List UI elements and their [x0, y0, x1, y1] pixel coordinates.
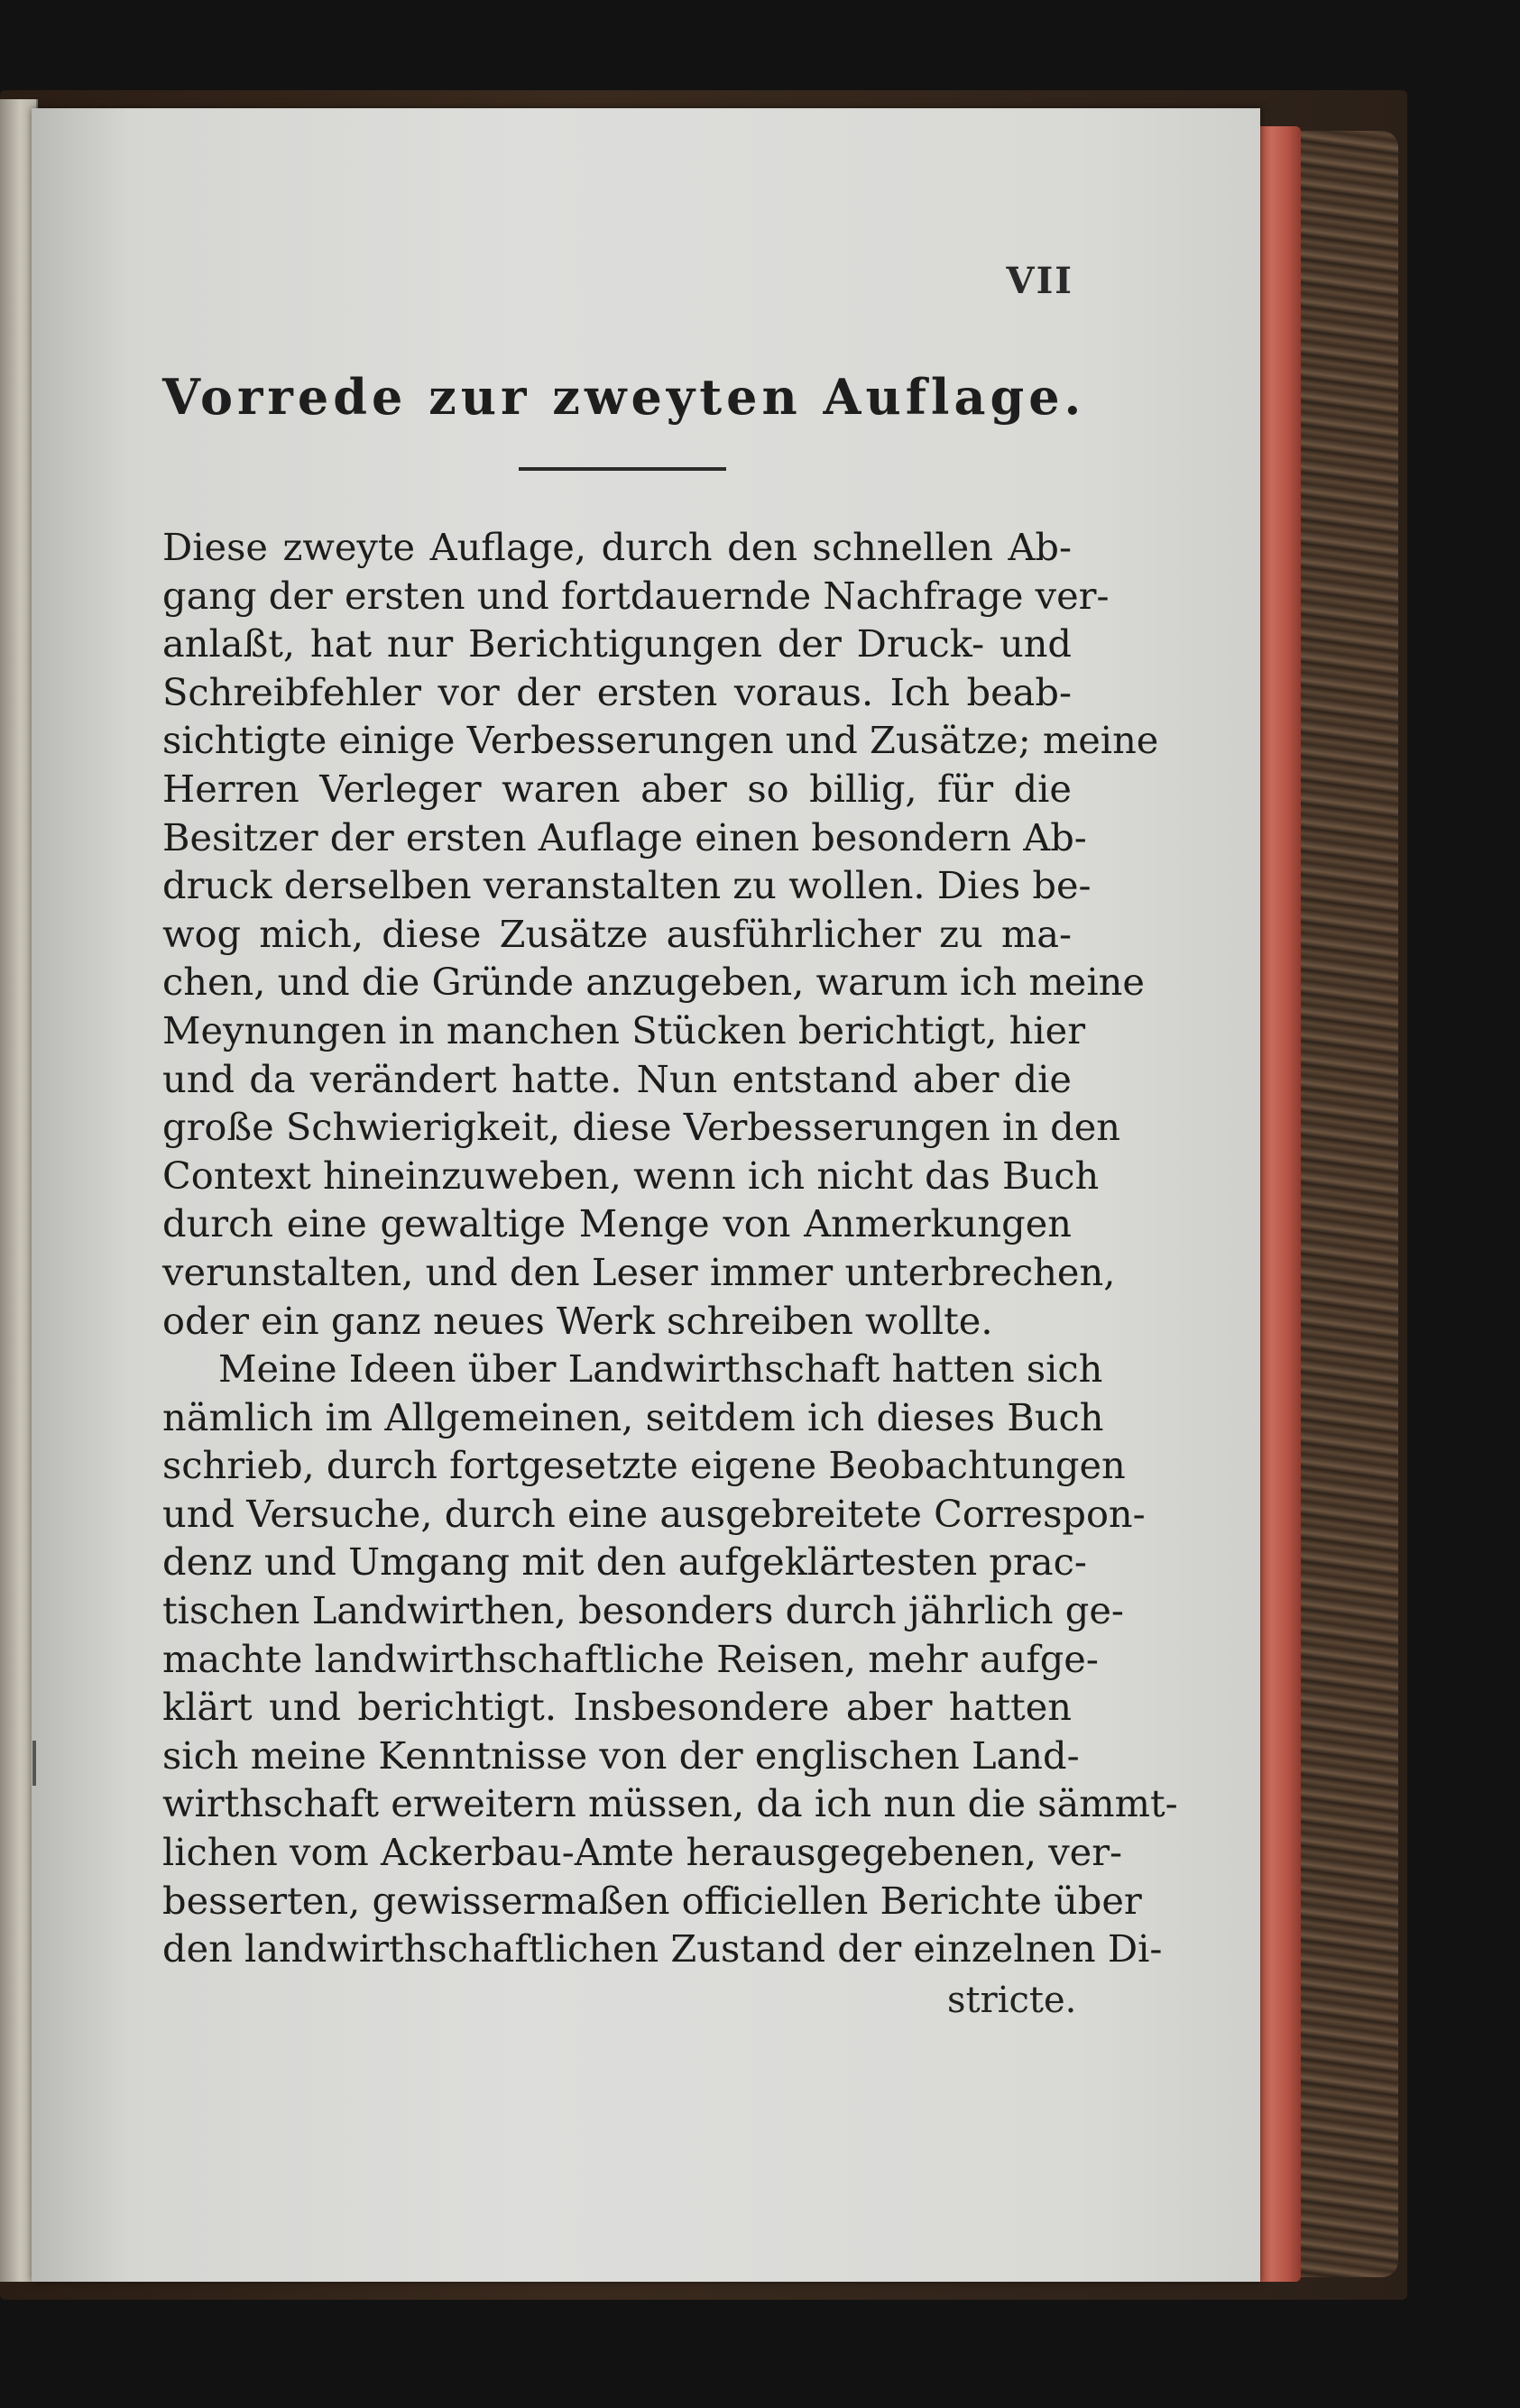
catchword: stricte.: [947, 1980, 1077, 2021]
text-line: schrieb, durch fortgesetzte eigene Beobachtungen: [162, 1443, 1126, 1488]
text-line: Meynungen in manchen Stücken berichtigt, hier: [162, 1007, 1086, 1052]
body-text: [162, 523, 1178, 1973]
text-line: Diese zweyte Auflage, durch den schnellen Ab-: [162, 525, 1072, 569]
text-line: und da verändert hatte. Nun entstand aber die: [162, 1056, 1072, 1101]
text-line: Besitzer der ersten Auflage einen besondern Ab-: [162, 814, 1087, 859]
paragraph: [162, 523, 1159, 1345]
text-line: Context hineinzuweben, wenn ich nicht das Buch: [162, 1153, 1100, 1198]
text-line: oder ein ganz neues Werk schreiben wollte.: [162, 1298, 993, 1343]
text-line: denz und Umgang mit den aufgeklärtesten prac-: [162, 1539, 1087, 1585]
page-number: VII: [1006, 260, 1073, 302]
text-line: Meine Ideen über Landwirthschaft hatten sich: [218, 1346, 1103, 1392]
text-line: machte landwirthschaftliche Reisen, mehr aufge-: [162, 1636, 1099, 1681]
gutter-mark: [32, 1741, 36, 1786]
text-line: klärt und berichtigt. Insbesondere aber hatten: [162, 1685, 1072, 1730]
text-line: und Versuche, durch eine ausgebreitete Correspon-: [162, 1491, 1146, 1536]
text-line: sich meine Kenntnisse von der englischen Land-: [162, 1732, 1080, 1778]
chapter-heading: Vorrede zur zweyten Auflage.: [162, 368, 1086, 426]
text-line: sichtigte einige Verbesserungen und Zusätze; meine: [162, 718, 1159, 763]
heading-rule: [519, 467, 726, 471]
text-line: Schreibfehler vor der ersten voraus. Ich beab-: [162, 669, 1072, 714]
text-line: anlaßt, hat nur Berichtigungen der Druck- und: [162, 621, 1072, 666]
text-line: durch eine gewaltige Menge von Anmerkungen: [162, 1201, 1072, 1246]
text-line: tischen Landwirthen, besonders durch jährlich ge-: [162, 1588, 1124, 1633]
text-line: Herren Verleger waren aber so billig, für die: [162, 766, 1072, 811]
text-line: große Schwierigkeit, diese Verbesserungen in den: [162, 1105, 1120, 1150]
red-page-edges: [1256, 126, 1301, 2282]
text-line: druck derselben veranstalten zu wollen. Dies be-: [162, 863, 1092, 908]
text-line: den landwirthschaftlichen Zustand der einzelnen Di-: [162, 1926, 1163, 1971]
text-line: gang der ersten und fortdauernde Nachfrage ver-: [162, 573, 1110, 618]
paragraph: [162, 1345, 1178, 1973]
text-line: wog mich, diese Zusätze ausführlicher zu ma-: [162, 911, 1072, 956]
text-line: besserten, gewissermaßen officiellen Berichte über: [162, 1878, 1142, 1923]
text-line: chen, und die Gründe anzugeben, warum ich meine: [162, 960, 1145, 1005]
text-line: lichen vom Ackerbau-Amte herausgegebenen, ver-: [162, 1830, 1123, 1875]
text-line: verunstalten, und den Leser immer unterbrechen,: [162, 1249, 1116, 1294]
text-line: nämlich im Allgemeinen, seitdem ich dieses Buch: [162, 1394, 1104, 1439]
text-line: wirthschaft erweitern müssen, da ich nun die sämmt-: [162, 1781, 1178, 1826]
